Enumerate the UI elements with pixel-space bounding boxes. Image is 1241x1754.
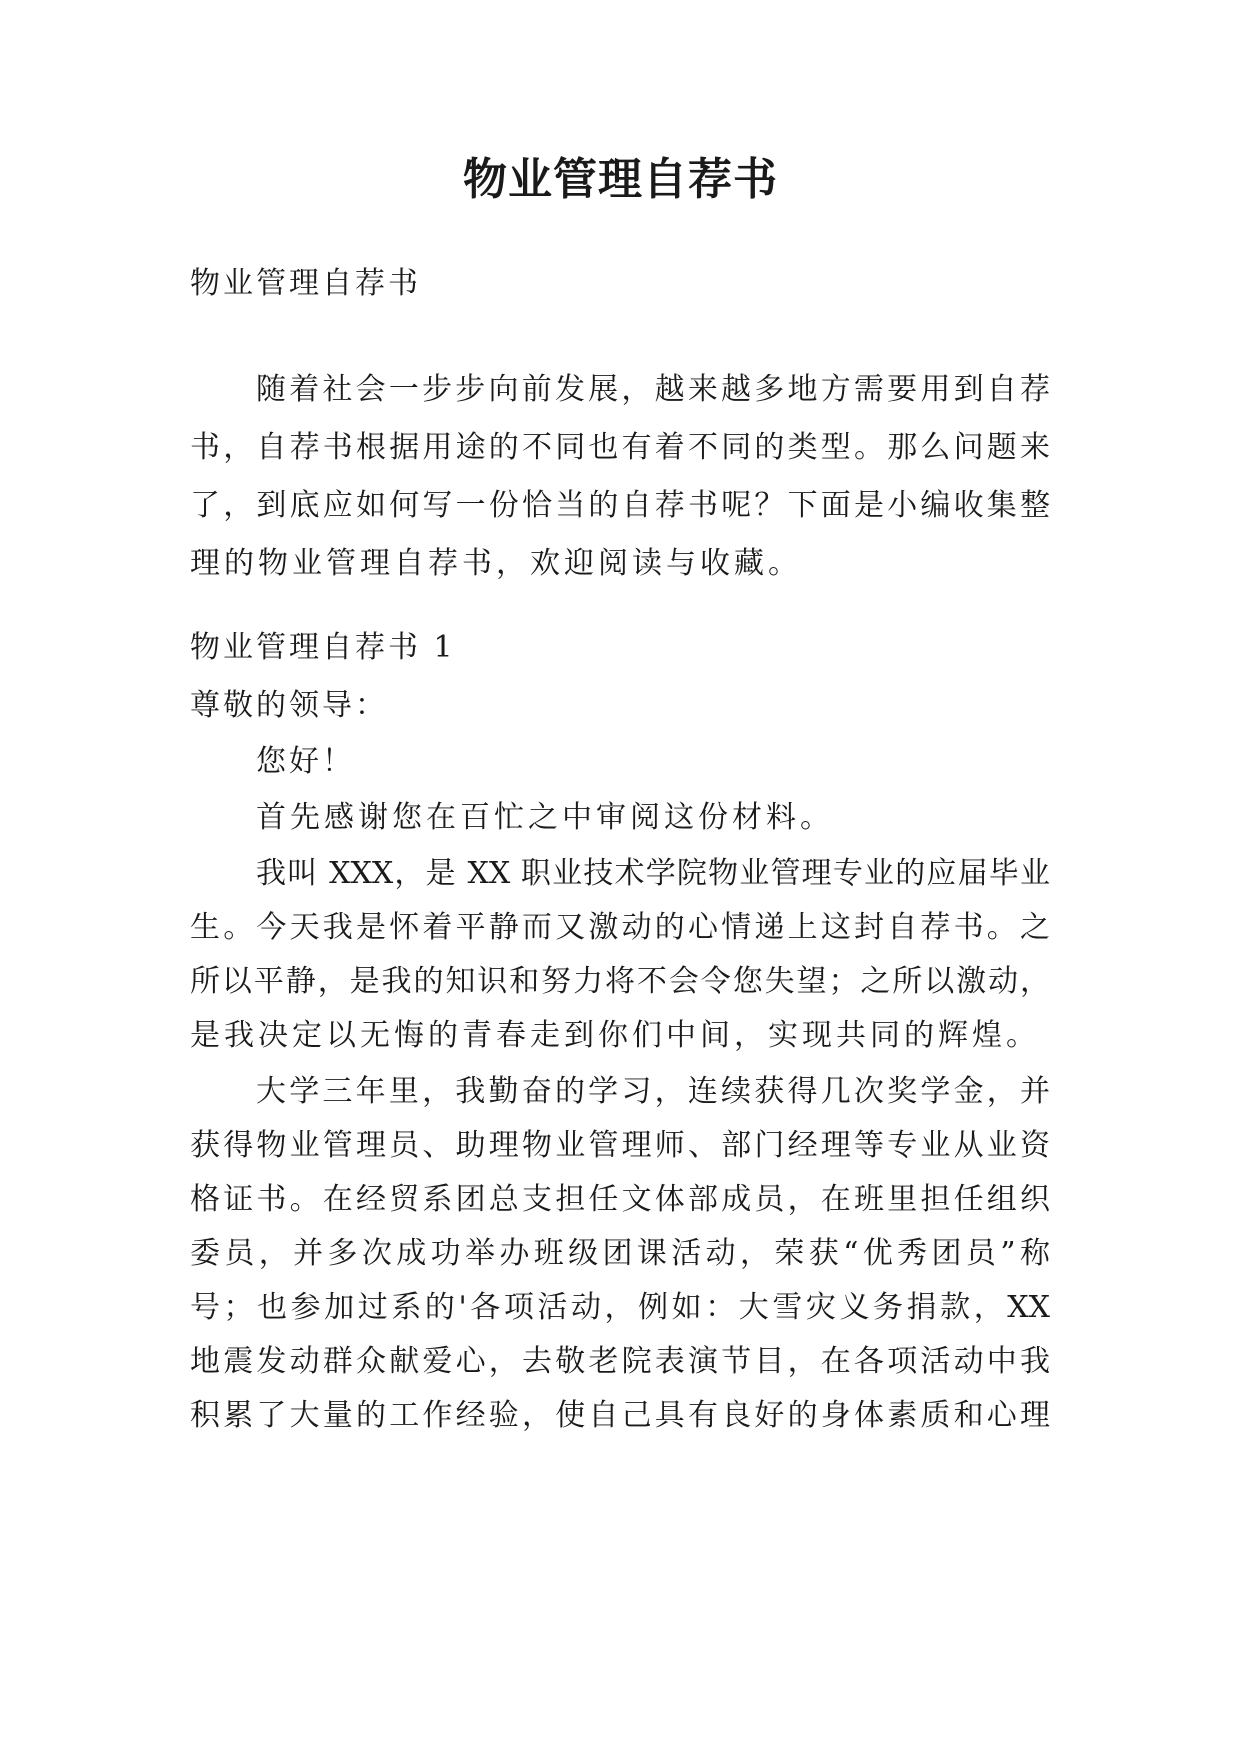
paragraph-line: 积累了大量的工作经验，使自己具有良好的身体素质和心理	[190, 1398, 1050, 1433]
paragraph-line: 号；也参加过系的'各项活动，例如：大雪灾义务捐款，XX	[190, 1290, 1050, 1325]
paragraph-line: 生。今天我是怀着平静而又激动的心情递上这封自荐书。之	[190, 910, 1050, 945]
intro-line: 书，自荐书根据用途的不同也有着不同的类型。那么问题来	[190, 430, 1050, 465]
intro-line: 随着社会一步步向前发展，越来越多地方需要用到自荐	[256, 372, 1050, 407]
paragraph-line: 地震发动群众献爱心，去敬老院表演节目，在各项活动中我	[190, 1344, 1050, 1379]
paragraph-line: 是我决定以无悔的青春走到你们中间，实现共同的辉煌。	[190, 1018, 1040, 1053]
intro-line: 了，到底应如何写一份恰当的自荐书呢？下面是小编收集整	[190, 488, 1050, 523]
paragraph-line: 格证书。在经贸系团总支担任文体部成员，在班里担任组织	[190, 1182, 1050, 1217]
section-heading: 物业管理自荐书 1	[190, 630, 456, 665]
paragraph-line: 大学三年里，我勤奋的学习，连续获得几次奖学金，并	[256, 1074, 1050, 1109]
intro-line: 理的物业管理自荐书，欢迎阅读与收藏。	[190, 546, 802, 581]
paragraph-line: 获得物业管理员、助理物业管理师、部门经理等专业从业资	[190, 1128, 1050, 1163]
paragraph-line: 所以平静，是我的知识和努力将不会令您失望；之所以激动，	[190, 964, 1050, 999]
document-subtitle: 物业管理自荐书	[190, 266, 421, 301]
greeting: 您好！	[256, 744, 355, 779]
paragraph-line: 委员，并多次成功举办班级团课活动，荣获“优秀团员”称	[190, 1236, 1050, 1271]
thanks-line: 首先感谢您在百忙之中审阅这份材料。	[256, 800, 834, 835]
paragraph-line: 我叫 XXX，是 XX 职业技术学院物业管理专业的应届毕业	[256, 856, 1050, 891]
salutation: 尊敬的领导：	[190, 688, 388, 723]
document-title: 物业管理自荐书	[463, 154, 778, 205]
